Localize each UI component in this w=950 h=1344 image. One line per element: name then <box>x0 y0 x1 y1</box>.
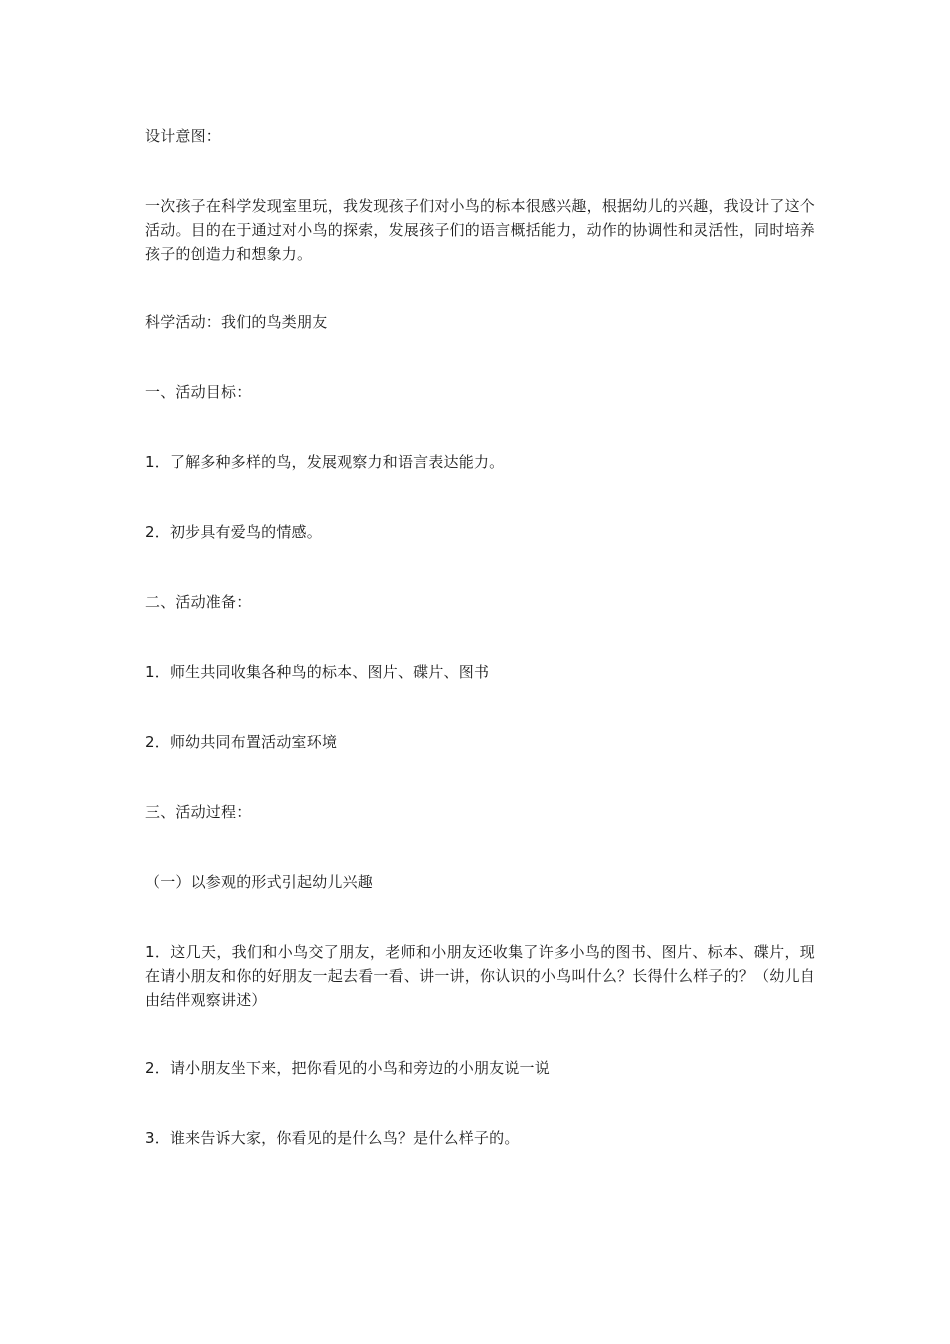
list-item-goal-2 <box>145 520 815 544</box>
activity-title: 科学活动：我们的鸟类朋友 <box>145 313 328 331</box>
list-number: 2． <box>145 523 170 541</box>
section-heading-process: 三、活动过程： <box>145 803 252 821</box>
list-item-process-3 <box>145 1126 815 1150</box>
list-item-text: 初步具有爱鸟的情感。 <box>169 523 322 541</box>
list-number: 1． <box>145 943 171 961</box>
list-item-goal-1 <box>145 450 815 474</box>
list-item-prep-2 <box>145 730 815 754</box>
list-number: 1． <box>145 453 170 471</box>
list-item-text: 了解多种多样的鸟，发展观察力和语言表达能力。 <box>169 453 505 471</box>
subsection-heading-visit: （一）以参观的形式引起幼儿兴趣 <box>145 873 374 891</box>
document-body <box>145 124 815 1150</box>
list-item-prep-1 <box>145 660 815 684</box>
list-item-text: 谁来告诉大家，你看见的是什么鸟？是什么样子的。 <box>169 1129 520 1147</box>
list-item-text: 师幼共同布置活动室环境 <box>169 733 338 751</box>
paragraph-design-intent-body: 一次孩子在科学发现室里玩，我发现孩子们对小鸟的标本很感兴趣，根据幼儿的兴趣，我设计了这个活动。目的在于通过对小鸟的探索，发展孩子们的语言概括能力，动作的协调性和灵活性，同时培养孩子的创造力和想象力。 <box>145 197 815 263</box>
list-number: 1． <box>145 663 170 681</box>
list-number: 2． <box>145 1059 170 1077</box>
list-item-text: 师生共同收集各种鸟的标本、图片、碟片、图书 <box>169 663 490 681</box>
list-number: 2． <box>145 733 170 751</box>
heading-design-intent: 设计意图： <box>145 127 222 145</box>
section-heading-goals: 一、活动目标： <box>145 383 252 401</box>
list-item-text: 请小朋友坐下来，把你看见的小鸟和旁边的小朋友说一说 <box>169 1059 550 1077</box>
section-heading-preparation: 二、活动准备： <box>145 593 252 611</box>
list-number: 3． <box>145 1129 170 1147</box>
list-item-process-2 <box>145 1056 815 1080</box>
list-item-process-1 <box>145 940 815 1012</box>
list-item-text: 这几天，我们和小鸟交了朋友，老师和小朋友还收集了许多小鸟的图书、图片、标本、碟片，现在请小朋友和你的好朋友一起去看一看、讲一讲，你认识的小鸟叫什么？长得什么样子的？（幼儿自由结伴观察讲述） <box>145 943 816 1009</box>
